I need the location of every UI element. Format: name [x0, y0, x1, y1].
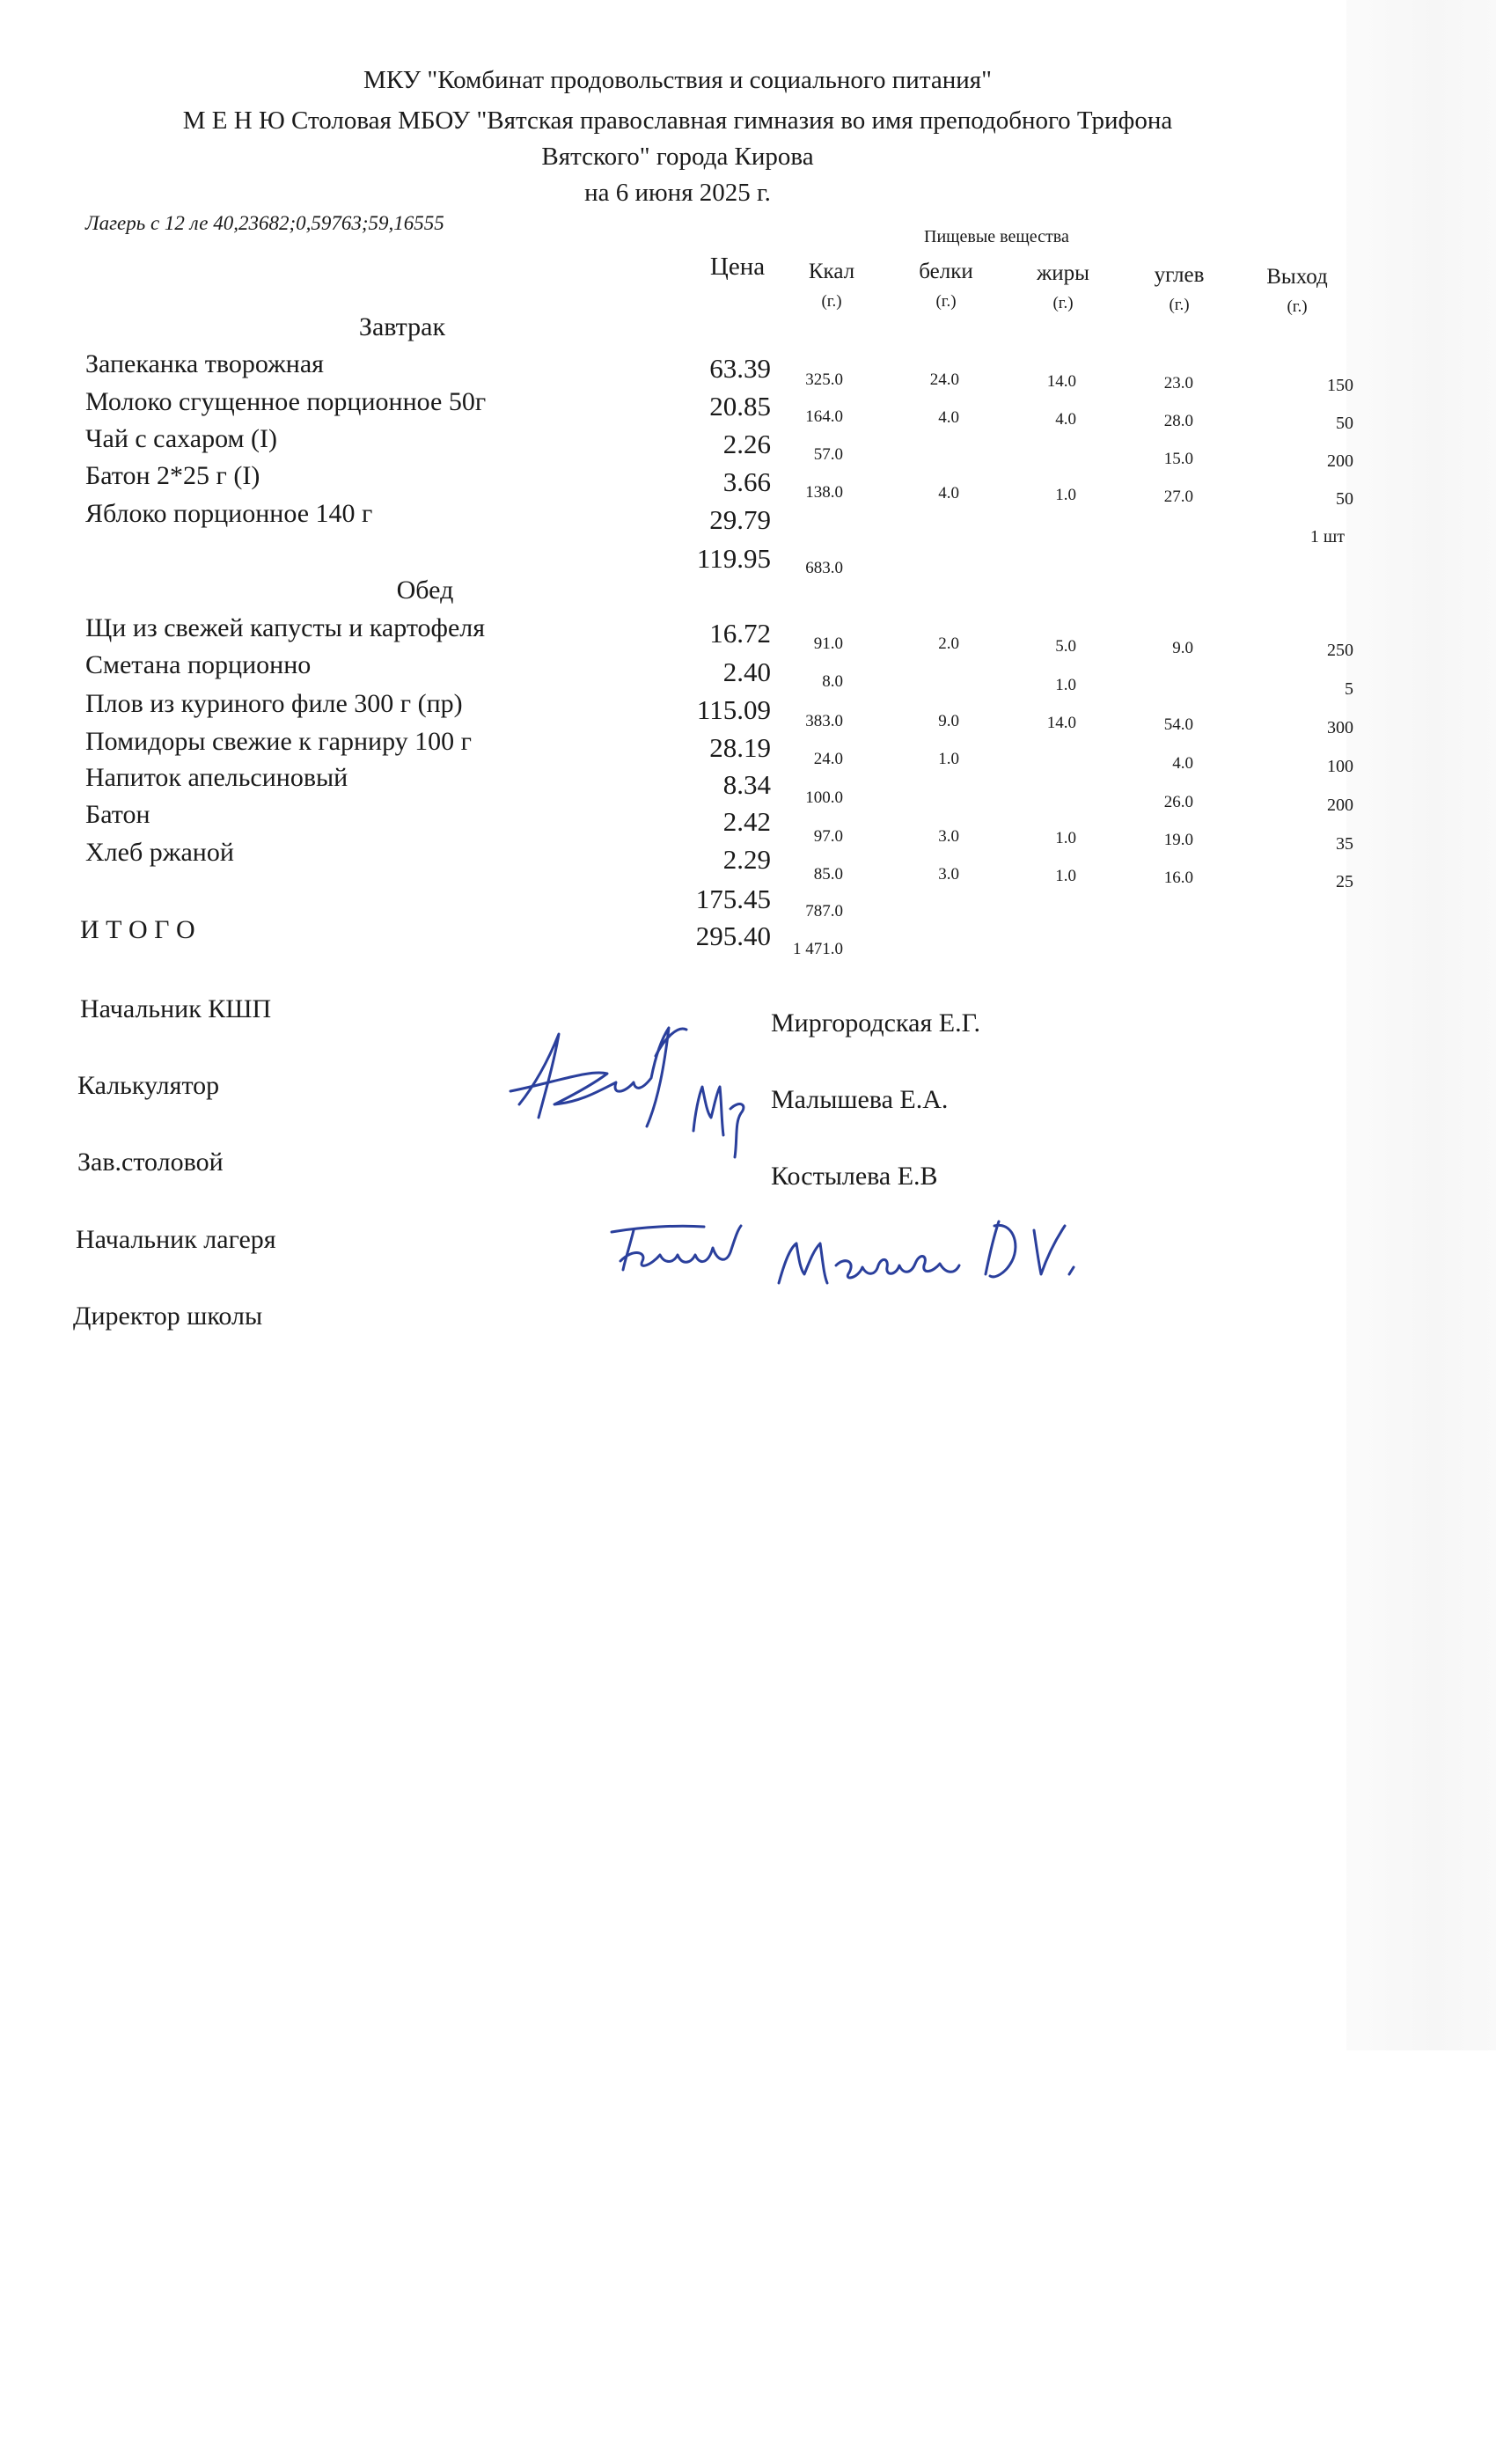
- dish-output: 50: [1336, 414, 1353, 433]
- dish-carbs: 27.0: [1163, 488, 1193, 506]
- breakfast-total-kcal: 683.0: [805, 559, 843, 577]
- kcal-unit: (г.): [821, 292, 842, 311]
- signature-role: Начальник КШП: [80, 994, 272, 1023]
- dish-output: 50: [1336, 489, 1353, 509]
- fat-unit: (г.): [1052, 294, 1074, 312]
- dish-kcal: 8.0: [822, 672, 843, 691]
- dish-kcal: 91.0: [813, 634, 843, 653]
- signature-name: Костылева Е.В: [771, 1162, 938, 1191]
- dish-name: Плов из куриного филе 300 г (пр): [85, 689, 463, 718]
- dish-name: Сметана порционно: [85, 650, 312, 679]
- dish-name: Чай с сахаром (I): [85, 424, 277, 453]
- signature-name: Миргородская Е.Г.: [771, 1008, 981, 1038]
- menu-title-line2: Вятского" города Кирова: [541, 143, 814, 171]
- dish-price: 2.42: [722, 806, 771, 837]
- dish-name: Молоко сгущенное порционное 50г: [85, 387, 487, 416]
- dish-protein: 3.0: [938, 827, 959, 846]
- dish-name: Запеканка творожная: [85, 349, 324, 378]
- price-header: Цена: [709, 253, 766, 281]
- lunch-title: Обед: [396, 576, 454, 605]
- signature-role: Зав.столовой: [77, 1148, 224, 1177]
- dish-price: 3.66: [722, 466, 771, 497]
- dish-carbs: 15.0: [1163, 450, 1193, 468]
- dish-name: Хлеб ржаной: [85, 838, 234, 867]
- lunch-total-kcal: 787.0: [805, 902, 843, 920]
- dish-name: Батон 2*25 г (I): [85, 461, 260, 490]
- dish-price: 2.29: [722, 844, 771, 875]
- scan-shadow: [1346, 0, 1496, 2050]
- dish-fat: 1.0: [1055, 829, 1076, 847]
- dish-carbs: 26.0: [1163, 793, 1193, 811]
- breakfast-total-price: 119.95: [696, 543, 771, 574]
- dish-fat: 1.0: [1055, 486, 1076, 504]
- handwritten-signature-director: [774, 1213, 1091, 1309]
- dish-output: 300: [1327, 718, 1353, 737]
- dish-output: 25: [1336, 872, 1353, 891]
- dish-protein: 4.0: [938, 408, 959, 427]
- dish-output: 1 шт: [1309, 527, 1345, 546]
- kcal-header: Ккал: [808, 260, 855, 283]
- dish-output: 100: [1327, 757, 1353, 776]
- grand-total-kcal: 1 471.0: [793, 940, 843, 958]
- dish-protein: 4.0: [938, 484, 959, 502]
- dish-kcal: 24.0: [813, 750, 843, 768]
- dish-price: 2.40: [722, 656, 771, 687]
- signature-role: Калькулятор: [77, 1071, 220, 1100]
- menu-title-line1: М Е Н Ю Столовая МБОУ "Вятская православная гимназия во имя преподобного Трифона: [182, 106, 1173, 135]
- dish-carbs: 4.0: [1172, 754, 1193, 773]
- dish-carbs: 23.0: [1163, 374, 1193, 392]
- menu-date: на 6 июня 2025 г.: [584, 179, 771, 207]
- dish-price: 29.79: [709, 504, 771, 535]
- blank-bottom: [0, 2050, 1496, 2464]
- carbs-header: углев: [1154, 263, 1205, 287]
- dish-price: 115.09: [696, 694, 771, 725]
- dish-output: 35: [1336, 834, 1353, 854]
- dish-carbs: 16.0: [1163, 869, 1193, 887]
- dish-carbs: 9.0: [1172, 639, 1193, 657]
- camp-line: Лагерь с 12 ле 40,23682;0,59763;59,16555: [85, 212, 444, 234]
- dish-output: 200: [1327, 451, 1353, 471]
- dish-protein: 2.0: [938, 634, 959, 653]
- dish-protein: 9.0: [938, 712, 959, 730]
- dish-output: 150: [1327, 376, 1353, 395]
- dish-kcal: 85.0: [813, 865, 843, 884]
- signature-role: Директор школы: [73, 1302, 263, 1331]
- grand-total-label: И Т О Г О: [80, 915, 195, 944]
- dish-kcal: 325.0: [805, 370, 843, 389]
- nutrients-group-header: Пищевые вещества: [924, 227, 1069, 246]
- dish-name: Щи из свежей капусты и картофеля: [85, 613, 486, 642]
- org-title: МКУ "Комбинат продовольствия и социального питания": [363, 66, 992, 94]
- dish-protein: 3.0: [938, 865, 959, 884]
- carbs-unit: (г.): [1169, 296, 1190, 314]
- dish-kcal: 164.0: [805, 407, 843, 426]
- handwritten-initials: [686, 1060, 757, 1166]
- protein-header: белки: [919, 260, 973, 283]
- dish-name: Батон: [85, 800, 150, 829]
- output-header: Выход: [1266, 265, 1328, 289]
- lunch-total-price: 175.45: [695, 884, 771, 914]
- dish-price: 20.85: [709, 391, 771, 422]
- dish-price: 2.26: [722, 429, 771, 459]
- dish-carbs: 28.0: [1163, 412, 1193, 430]
- dish-fat: 1.0: [1055, 676, 1076, 694]
- dish-name: Помидоры свежие к гарниру 100 г: [85, 727, 472, 756]
- dish-kcal: 57.0: [813, 445, 843, 464]
- dish-protein: 1.0: [938, 750, 959, 768]
- dish-output: 250: [1327, 641, 1353, 660]
- protein-unit: (г.): [935, 292, 957, 311]
- dish-carbs: 19.0: [1163, 831, 1193, 849]
- breakfast-title: Завтрак: [358, 312, 446, 341]
- dish-price: 63.39: [709, 353, 771, 384]
- dish-fat: 5.0: [1055, 637, 1076, 656]
- grand-total-price: 295.40: [695, 920, 771, 951]
- dish-price: 16.72: [709, 618, 771, 649]
- dish-protein: 24.0: [929, 370, 959, 389]
- dish-output: 5: [1345, 679, 1353, 699]
- dish-fat: 14.0: [1046, 372, 1076, 391]
- dish-name: Напиток апельсиновый: [85, 763, 348, 792]
- dish-fat: 14.0: [1046, 714, 1076, 732]
- dish-fat: 4.0: [1055, 410, 1076, 429]
- dish-kcal: 383.0: [805, 712, 843, 730]
- dish-kcal: 100.0: [805, 788, 843, 807]
- output-unit: (г.): [1287, 297, 1308, 316]
- dish-name: Яблоко порционное 140 г: [85, 499, 373, 528]
- dish-kcal: 138.0: [805, 483, 843, 502]
- handwritten-signature-camp: [607, 1221, 748, 1283]
- dish-price: 28.19: [709, 732, 771, 763]
- dish-kcal: 97.0: [813, 827, 843, 846]
- signature-role: Начальник лагеря: [76, 1225, 276, 1254]
- dish-price: 8.34: [722, 769, 771, 800]
- signature-name: Малышева Е.А.: [771, 1085, 949, 1114]
- dish-carbs: 54.0: [1163, 715, 1193, 734]
- dish-output: 200: [1327, 796, 1353, 815]
- dish-fat: 1.0: [1055, 867, 1076, 885]
- fat-header: жиры: [1037, 261, 1089, 285]
